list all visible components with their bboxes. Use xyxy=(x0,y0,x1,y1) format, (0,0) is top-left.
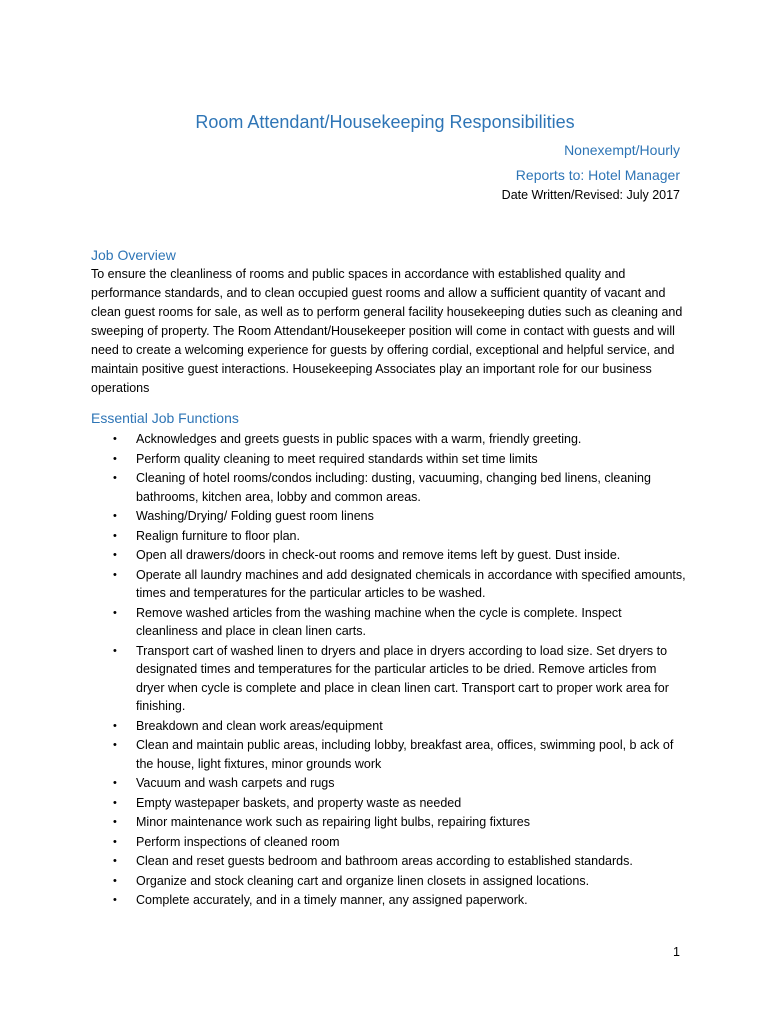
bullet-icon: • xyxy=(113,452,117,465)
bullet-icon: • xyxy=(113,510,117,522)
essential-functions-list xyxy=(91,430,686,911)
list-item xyxy=(91,566,686,603)
bullet-icon: • xyxy=(113,835,117,848)
list-item-text: Minor maintenance work such as repairing light bulbs, repairing fixtures xyxy=(136,815,530,829)
date-written: Date Written/Revised: July 2017 xyxy=(501,188,680,202)
list-item-text: Realign furniture to floor plan. xyxy=(136,528,300,543)
list-item-text: Cleaning of hotel rooms/condos including: dusting, vacuuming, changing bed linens, cleaning bathrooms, kitchen area, lobby and common areas. xyxy=(136,471,651,504)
bullet-icon: • xyxy=(113,855,117,867)
list-item-text: Clean and reset guests bedroom and bathroom areas according to established standards. xyxy=(136,854,633,868)
job-overview-heading: Job Overview xyxy=(91,247,176,263)
list-item xyxy=(91,469,686,506)
bullet-icon: • xyxy=(113,433,117,445)
bullet-icon: • xyxy=(113,606,117,619)
bullet-icon: • xyxy=(113,644,117,657)
essential-functions-heading: Essential Job Functions xyxy=(91,410,239,426)
list-item-text: Operate all laundry machines and add designated chemicals in accordance with specified amounts, times and temperatures for the particular articles to be washed. xyxy=(136,567,686,600)
list-item xyxy=(91,736,686,773)
list-item-text: Washing/Drying/ Folding guest room linens xyxy=(136,509,374,523)
list-item-text: Clean and maintain public areas, including lobby, breakfast area, offices, swimming pool, b ack of the house, light fixtures, minor grounds work xyxy=(136,738,674,771)
bullet-icon: • xyxy=(113,816,117,828)
list-item-text: Vacuum and wash carpets and rugs xyxy=(136,776,335,790)
reports-to: Reports to: Hotel Manager xyxy=(515,167,680,183)
list-item xyxy=(91,527,686,546)
page-number: 1 xyxy=(673,945,680,959)
list-item xyxy=(91,813,686,832)
bullet-icon: • xyxy=(113,894,117,906)
bullet-icon: • xyxy=(113,719,117,732)
list-item-text: Transport cart of washed linen to dryers and place in dryers according to load size. Set dryers to designated times and temperatures for the particular articles to be dried. Remove articles from dryer when cycle is complete and place in clean linen cart. Transport cart to proper work area for finishing. xyxy=(136,643,669,713)
employment-type: Nonexempt/Hourly xyxy=(564,142,680,158)
bullet-icon: • xyxy=(113,529,117,542)
list-item-text: Empty wastepaper baskets, and property waste as needed xyxy=(136,795,462,810)
list-item-text: Remove washed articles from the washing machine when the cycle is complete. Inspect cleanliness and place in clean linen carts. xyxy=(136,605,622,638)
bullet-icon: • xyxy=(113,874,117,887)
job-overview-text: To ensure the cleanliness of rooms and public spaces in accordance with established quality and performance standards, and to clean occupied guest rooms and allow a sufficient quantity of vacant and clean guest rooms for sale, as well as to perform general facility housekeeping duties such as cleaning and sweeping of property. The Room Attendant/Housekeeper position will come in contact with guests and will need to create a welcoming experience for guests by offering cordial, exceptional and helpful service, and maintain positive guest interactions. Housekeeping Associates play an important role for our business operations xyxy=(91,267,683,395)
list-item-text: Acknowledges and greets guests in public spaces with a warm, friendly greeting. xyxy=(136,432,582,446)
bullet-icon: • xyxy=(113,796,117,809)
list-item xyxy=(91,546,686,565)
list-item xyxy=(91,604,686,641)
list-item xyxy=(91,450,686,469)
document-title: Room Attendant/Housekeeping Responsibilities xyxy=(195,112,575,132)
list-item xyxy=(91,852,686,871)
bullet-icon: • xyxy=(113,472,117,484)
list-item xyxy=(91,717,686,736)
list-item-text: Organize and stock cleaning cart and organize linen closets in assigned locations. xyxy=(136,873,590,888)
list-item xyxy=(91,872,686,891)
list-item-text: Perform inspections of cleaned room xyxy=(136,834,340,849)
bullet-icon: • xyxy=(113,739,117,751)
list-item xyxy=(91,430,686,449)
list-item xyxy=(91,891,686,910)
list-item xyxy=(91,794,686,813)
bullet-icon: • xyxy=(113,549,117,561)
list-item-text: Breakdown and clean work areas/equipment xyxy=(136,718,383,733)
list-item-text: Complete accurately, and in a timely manner, any assigned paperwork. xyxy=(136,893,528,907)
bullet-icon: • xyxy=(113,568,117,581)
list-item xyxy=(91,507,686,526)
list-item xyxy=(91,833,686,852)
list-item xyxy=(91,774,686,793)
bullet-icon: • xyxy=(113,777,117,789)
list-item xyxy=(91,642,686,716)
list-item-text: Open all drawers/doors in check-out rooms and remove items left by guest. Dust inside. xyxy=(136,548,621,562)
list-item-text: Perform quality cleaning to meet required standards within set time limits xyxy=(136,451,538,466)
